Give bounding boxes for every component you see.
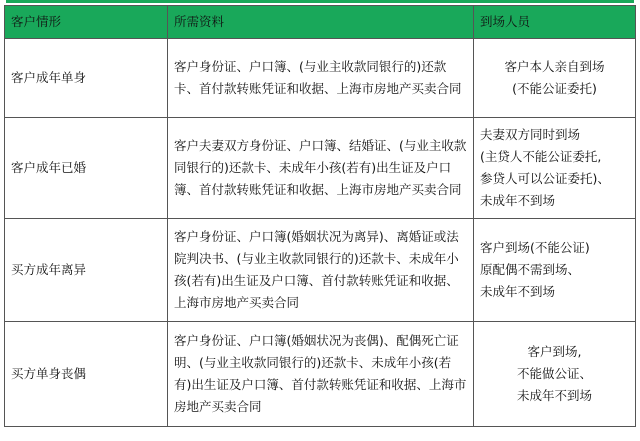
attendee-line: 未成年不到场 bbox=[480, 193, 556, 208]
table-row bbox=[5, 118, 636, 219]
materials-cell: 客户夫妻双方身份证、户口簿、结婚证、(与业主收款同银行的)还款卡、未成年小孩(若有)出生证及户口簿、首付款转账凭证和收据、上海市房地产买卖合同 bbox=[168, 118, 474, 219]
table-row bbox=[5, 39, 636, 118]
attendees-cell bbox=[474, 322, 636, 427]
attendee-line: 原配偶不需到场、 bbox=[480, 262, 581, 277]
header-row bbox=[5, 6, 636, 39]
situation-cell: 客户成年单身 bbox=[5, 39, 168, 118]
attendees-cell bbox=[474, 39, 636, 118]
attendee-line: 夫妻双方同时到场 bbox=[480, 127, 581, 142]
header-situation: 客户情形 bbox=[5, 6, 168, 39]
materials-cell: 客户身份证、户口簿、(与业主收款同银行的)还款卡、首付款转账凭证和收据、上海市房地产买卖合同 bbox=[168, 39, 474, 118]
header-attendees: 到场人员 bbox=[474, 6, 636, 39]
situation-cell: 买方单身丧偶 bbox=[5, 322, 168, 427]
table-row bbox=[5, 322, 636, 427]
attendee-line: 客户到场, bbox=[527, 344, 582, 359]
materials-cell: 客户身份证、户口簿(婚姻状况为离异)、离婚证或法院判决书、(与业主收款同银行的)还款卡、未成年小孩(若有)出生证及户口簿、首付款转账凭证和收据、上海市房地产买卖合同 bbox=[168, 219, 474, 322]
attendees-cell bbox=[474, 118, 636, 219]
attendee-line: 未成年不到场 bbox=[480, 284, 556, 299]
header-materials: 所需资料 bbox=[168, 6, 474, 39]
situation-cell: 买方成年离异 bbox=[5, 219, 168, 322]
attendee-line: (主贷人不能公证委托, bbox=[480, 149, 602, 164]
requirements-table bbox=[4, 5, 636, 427]
attendees-cell bbox=[474, 219, 636, 322]
materials-cell: 客户身份证、户口簿(婚姻状况为丧偶)、配偶死亡证明、(与业主收款同银行的)还款卡、未成年小孩(若有)出生证及户口簿、首付款转账凭证和收据、上海市房地产买卖合同 bbox=[168, 322, 474, 427]
attendee-line: 不能做公证、 bbox=[516, 366, 592, 381]
situation-cell: 客户成年已婚 bbox=[5, 118, 168, 219]
attendee-line: 客户到场(不能公证) bbox=[480, 240, 590, 255]
attendee-line: 参贷人可以公证委托)、 bbox=[480, 171, 610, 186]
table-row bbox=[5, 219, 636, 322]
attendee-line: 客户本人亲自到场 bbox=[504, 59, 605, 74]
attendee-line: (不能公证委托) bbox=[512, 81, 597, 96]
attendee-line: 未成年不到场 bbox=[516, 388, 592, 403]
top-rule bbox=[6, 0, 634, 3]
